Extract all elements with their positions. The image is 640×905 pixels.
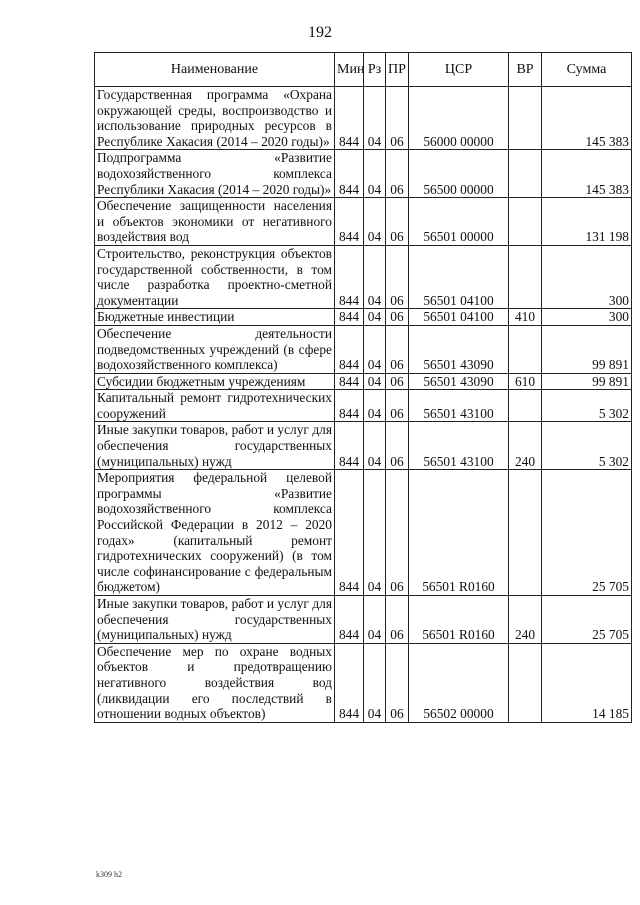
row-vr: 410 bbox=[509, 309, 542, 326]
table-row bbox=[95, 325, 632, 373]
row-pr: 06 bbox=[386, 309, 409, 326]
row-sum: 5 302 bbox=[542, 390, 632, 422]
budget-table bbox=[94, 52, 632, 723]
row-vr bbox=[509, 470, 542, 596]
row-csr: 56500 00000 bbox=[409, 150, 509, 198]
row-min: 844 bbox=[335, 422, 364, 470]
row-min: 844 bbox=[335, 390, 364, 422]
row-rz: 04 bbox=[364, 245, 386, 308]
row-pr: 06 bbox=[386, 643, 409, 722]
row-sum: 145 383 bbox=[542, 150, 632, 198]
row-name: Обеспечение деятельности подведомственных учреждений (в сфере водохозяйственного комплекса) bbox=[95, 325, 335, 373]
row-sum: 5 302 bbox=[542, 422, 632, 470]
row-sum: 99 891 bbox=[542, 373, 632, 390]
row-csr: 56501 04100 bbox=[409, 309, 509, 326]
header-rz: Рз bbox=[364, 53, 386, 87]
row-csr: 56502 00000 bbox=[409, 643, 509, 722]
row-vr bbox=[509, 390, 542, 422]
table-row bbox=[95, 150, 632, 198]
row-csr: 56501 43090 bbox=[409, 373, 509, 390]
table-row bbox=[95, 422, 632, 470]
row-sum: 99 891 bbox=[542, 325, 632, 373]
row-pr: 06 bbox=[386, 422, 409, 470]
header-sum: Сумма bbox=[542, 53, 632, 87]
row-rz: 04 bbox=[364, 470, 386, 596]
row-rz: 04 bbox=[364, 150, 386, 198]
row-rz: 04 bbox=[364, 87, 386, 150]
table-header-row bbox=[95, 53, 632, 87]
header-min: Мин bbox=[335, 53, 364, 87]
table-row bbox=[95, 198, 632, 246]
header-name: Наименование bbox=[95, 53, 335, 87]
row-min: 844 bbox=[335, 643, 364, 722]
row-vr: 240 bbox=[509, 596, 542, 644]
table-row bbox=[95, 390, 632, 422]
row-sum: 131 198 bbox=[542, 198, 632, 246]
row-name: Мероприятия федеральной целевой программы «Развитие водохозяйственного комплекса Российской Федерации в 2012 – 2020 годах» (капитальный ремонт гидротехнических сооружений) (в том числе софинансирование с федеральным бюджетом) bbox=[95, 470, 335, 596]
row-name: Иные закупки товаров, работ и услуг для обеспечения государственных (муниципальных) нужд bbox=[95, 596, 335, 644]
row-pr: 06 bbox=[386, 470, 409, 596]
row-name: Обеспечение мер по охране водных объектов и предотвращению негативного воздействия вод (ликвидации его последствий в отношении водных объектов) bbox=[95, 643, 335, 722]
table-row bbox=[95, 596, 632, 644]
row-rz: 04 bbox=[364, 309, 386, 326]
row-sum: 14 185 bbox=[542, 643, 632, 722]
row-rz: 04 bbox=[364, 643, 386, 722]
row-csr: 56501 43100 bbox=[409, 422, 509, 470]
row-csr: 56501 00000 bbox=[409, 198, 509, 246]
header-csr: ЦСР bbox=[409, 53, 509, 87]
row-rz: 04 bbox=[364, 198, 386, 246]
row-pr: 06 bbox=[386, 150, 409, 198]
row-min: 844 bbox=[335, 198, 364, 246]
row-min: 844 bbox=[335, 87, 364, 150]
row-csr: 56501 04100 bbox=[409, 245, 509, 308]
row-sum: 25 705 bbox=[542, 470, 632, 596]
table-row bbox=[95, 309, 632, 326]
row-name: Субсидии бюджетным учреждениям bbox=[95, 373, 335, 390]
row-min: 844 bbox=[335, 309, 364, 326]
row-csr: 56000 00000 bbox=[409, 87, 509, 150]
row-csr: 56501 43090 bbox=[409, 325, 509, 373]
row-vr bbox=[509, 643, 542, 722]
row-min: 844 bbox=[335, 245, 364, 308]
row-min: 844 bbox=[335, 150, 364, 198]
row-sum: 25 705 bbox=[542, 596, 632, 644]
row-vr: 610 bbox=[509, 373, 542, 390]
page-number: 192 bbox=[308, 24, 332, 41]
row-pr: 06 bbox=[386, 245, 409, 308]
row-name: Строительство, реконструкция объектов государственной собственности, в том числе разработка проектно-сметной документации bbox=[95, 245, 335, 308]
row-name: Капитальный ремонт гидротехнических сооружений bbox=[95, 390, 335, 422]
table-row bbox=[95, 470, 632, 596]
row-pr: 06 bbox=[386, 596, 409, 644]
row-rz: 04 bbox=[364, 390, 386, 422]
row-sum: 300 bbox=[542, 245, 632, 308]
row-min: 844 bbox=[335, 373, 364, 390]
table-row bbox=[95, 643, 632, 722]
row-vr bbox=[509, 325, 542, 373]
row-sum: 145 383 bbox=[542, 87, 632, 150]
row-vr bbox=[509, 198, 542, 246]
row-vr bbox=[509, 150, 542, 198]
row-vr bbox=[509, 245, 542, 308]
row-csr: 56501 R0160 bbox=[409, 470, 509, 596]
row-name: Иные закупки товаров, работ и услуг для обеспечения государственных (муниципальных) нужд bbox=[95, 422, 335, 470]
row-rz: 04 bbox=[364, 325, 386, 373]
header-pr: ПР bbox=[386, 53, 409, 87]
row-pr: 06 bbox=[386, 325, 409, 373]
row-csr: 56501 R0160 bbox=[409, 596, 509, 644]
row-min: 844 bbox=[335, 596, 364, 644]
row-csr: 56501 43100 bbox=[409, 390, 509, 422]
row-vr: 240 bbox=[509, 422, 542, 470]
table-row bbox=[95, 87, 632, 150]
row-name: Подпрограмма «Развитие водохозяйственного комплекса Республики Хакасия (2014 – 2020 годы)» bbox=[95, 150, 335, 198]
table-row bbox=[95, 245, 632, 308]
row-rz: 04 bbox=[364, 373, 386, 390]
row-rz: 04 bbox=[364, 596, 386, 644]
row-pr: 06 bbox=[386, 198, 409, 246]
row-name: Бюджетные инвестиции bbox=[95, 309, 335, 326]
row-pr: 06 bbox=[386, 87, 409, 150]
row-pr: 06 bbox=[386, 373, 409, 390]
row-vr bbox=[509, 87, 542, 150]
row-name: Обеспечение защищенности населения и объектов экономики от негативного воздействия вод bbox=[95, 198, 335, 246]
header-vr: ВР bbox=[509, 53, 542, 87]
row-pr: 06 bbox=[386, 390, 409, 422]
row-min: 844 bbox=[335, 325, 364, 373]
row-rz: 04 bbox=[364, 422, 386, 470]
row-sum: 300 bbox=[542, 309, 632, 326]
row-name: Государственная программа «Охрана окружающей среды, воспроизводство и использование природных ресурсов в Республике Хакасия (2014 – 2020 годы)» bbox=[95, 87, 335, 150]
footer-code: k309 h2 bbox=[96, 870, 122, 879]
table-row bbox=[95, 373, 632, 390]
row-min: 844 bbox=[335, 470, 364, 596]
